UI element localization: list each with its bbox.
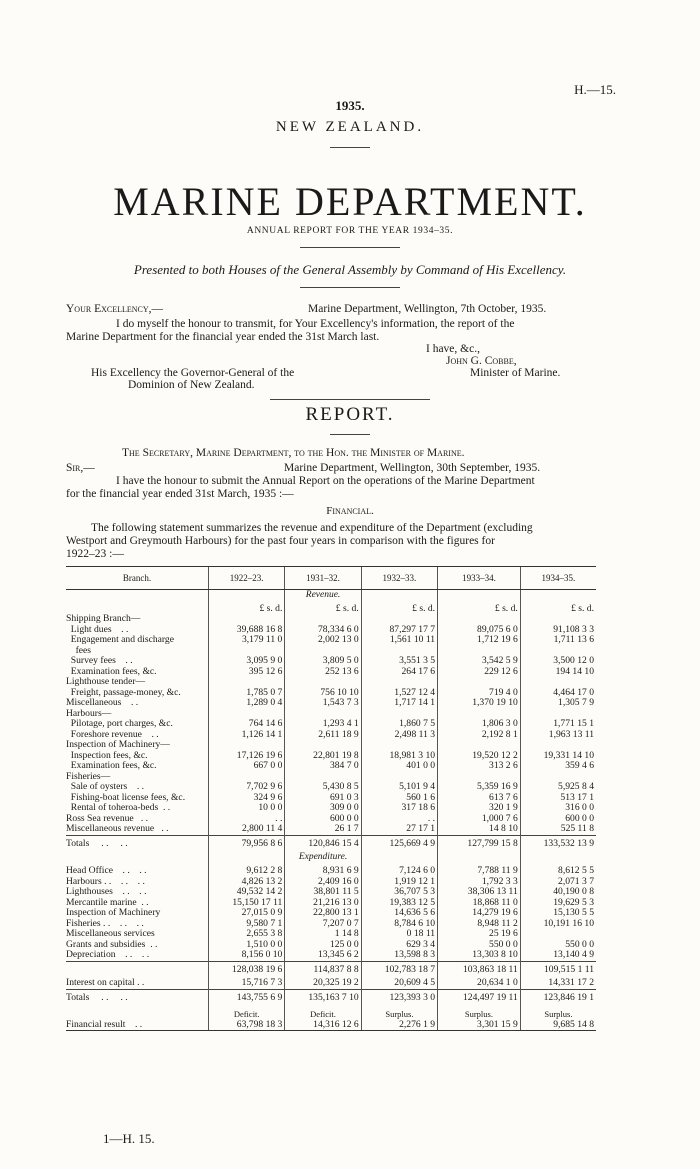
- table-row: [66, 698, 596, 709]
- row-label: Ross Sea revenue . .: [66, 812, 149, 824]
- row-value: 309 0 0: [285, 803, 361, 814]
- page-footer: 1—H. 15.: [103, 1131, 155, 1146]
- row-value: 324 9 6: [209, 793, 285, 804]
- row-value: 128,038 19 6: [209, 961, 285, 978]
- row-value: 127,799 15 8: [438, 835, 521, 852]
- section-rule: [270, 399, 430, 400]
- spacer: [66, 590, 209, 604]
- table-row: [66, 614, 596, 625]
- column-header: Branch.: [66, 567, 209, 590]
- letter-addressee-line2: Dominion of New Zealand.: [128, 379, 255, 391]
- row-value: 120,846 15 4: [285, 835, 361, 852]
- row-value: 9,685 14 8: [520, 1020, 596, 1031]
- row-label: Head Office . . . .: [66, 865, 147, 876]
- row-label: Fisheries . . . . . .: [66, 917, 144, 929]
- row-value: [361, 740, 437, 751]
- title-rule: [300, 247, 400, 248]
- row-value: 513 17 1: [520, 793, 596, 804]
- row-label: Engagement and discharge: [66, 634, 174, 645]
- row-value: 1,712 19 6: [438, 635, 521, 646]
- row-value: 125,669 4 9: [361, 835, 437, 852]
- result-kind: Surplus.: [438, 1006, 521, 1020]
- financial-heading: Financial.: [326, 505, 374, 517]
- column-header: 1933–34.: [438, 567, 521, 590]
- row-value: 395 12 6: [209, 667, 285, 678]
- row-value: 550 0 0: [438, 940, 521, 951]
- document-subtitle: ANNUAL REPORT FOR THE YEAR 1934–35.: [246, 226, 454, 236]
- row-label: Survey fees . .: [66, 655, 133, 666]
- spacer: [438, 590, 521, 604]
- row-label: Harbours . . . . . .: [66, 875, 145, 887]
- row-label: Lighthouses . . . .: [66, 886, 147, 897]
- row-value: 316 0 0: [520, 803, 596, 814]
- row-label: Examination fees, &c.: [66, 665, 157, 677]
- letter-place-date: Marine Department, Wellington, 7th October, 1935.: [308, 303, 547, 315]
- report-heading: REPORT.: [305, 404, 395, 425]
- row-value: 1,963 13 11: [520, 730, 596, 741]
- row-value: 87,297 17 7: [361, 625, 437, 636]
- row-value: 9,580 7 1: [209, 919, 285, 930]
- expenditure-heading: Expenditure.: [285, 852, 361, 866]
- row-value: [520, 740, 596, 751]
- row-value: 14,331 17 2: [520, 978, 596, 989]
- row-value: [361, 677, 437, 688]
- document-reference: H.—15.: [574, 82, 616, 97]
- row-value: 764 14 6: [209, 719, 285, 730]
- row-label: Lighthouse tender—: [66, 676, 146, 687]
- table-row: [66, 824, 596, 835]
- row-value: 2,276 1 9: [361, 1020, 437, 1031]
- row-value: 1,806 3 0: [438, 719, 521, 730]
- table-row: [66, 782, 596, 793]
- table-row: [66, 1020, 596, 1031]
- row-value: [209, 677, 285, 688]
- row-value: 15,130 5 5: [520, 908, 596, 919]
- row-value: 14 8 10: [438, 824, 521, 835]
- row-value: 600 0 0: [520, 814, 596, 825]
- row-label: Sale of oysters . .: [66, 781, 145, 792]
- letter-closing: I have, &c.,: [426, 343, 480, 355]
- row-value: 143,755 6 9: [209, 989, 285, 1006]
- row-value: 40,190 0 8: [520, 887, 596, 898]
- row-value: [438, 677, 521, 688]
- row-label: Pilotage, port charges, &c.: [66, 718, 173, 729]
- result-kind: Surplus.: [520, 1006, 596, 1020]
- row-value: 19,520 12 2: [438, 751, 521, 762]
- row-value: [520, 614, 596, 625]
- row-value: 1,000 7 6: [438, 814, 521, 825]
- row-value: 89,075 6 0: [438, 625, 521, 636]
- row-value: 15,716 7 3: [209, 978, 285, 989]
- report-year: 1935.: [335, 98, 365, 113]
- table-row: [66, 950, 596, 961]
- row-value: 2,800 11 4: [209, 824, 285, 835]
- row-value: 8,612 5 5: [520, 866, 596, 877]
- spacer: [361, 852, 437, 866]
- row-value: 317 18 6: [361, 803, 437, 814]
- row-value: 8,784 6 10: [361, 919, 437, 930]
- row-value: 38,801 11 5: [285, 887, 361, 898]
- row-value: 5,925 8 4: [520, 782, 596, 793]
- row-value: 22,801 19 8: [285, 751, 361, 762]
- row-value: [209, 614, 285, 625]
- financial-table: [66, 566, 596, 1031]
- table-row: [66, 635, 596, 646]
- letter-body-line2: Marine Department for the financial year ended the 31st March last.: [66, 331, 380, 343]
- spacer: [209, 590, 285, 604]
- presentation-line: Presented to both Houses of the General Assembly by Command of His Excellency.: [133, 262, 567, 277]
- row-value: 15,150 17 11: [209, 898, 285, 909]
- units-row: [66, 604, 596, 615]
- table-row: [66, 835, 596, 852]
- spacer: [520, 590, 596, 604]
- row-label: Fishing-boat license fees, &c.: [66, 791, 186, 803]
- row-value: 1,717 14 1: [361, 698, 437, 709]
- table-row: [66, 961, 596, 978]
- row-value: 124,497 19 11: [438, 989, 521, 1006]
- letter-salutation: Your Excellency,—: [66, 303, 164, 315]
- table-row: [66, 887, 596, 898]
- row-value: 2,002 13 0: [285, 635, 361, 646]
- row-value: 14,636 5 6: [361, 908, 437, 919]
- row-label: Miscellaneous revenue . .: [66, 823, 169, 834]
- row-value: 19,383 12 5: [361, 898, 437, 909]
- row-label: Depreciation . . . .: [66, 949, 150, 960]
- row-value: [361, 614, 437, 625]
- row-label: [66, 961, 209, 978]
- report-place-date: Marine Department, Wellington, 30th September, 1935.: [284, 462, 541, 474]
- row-value: 2,409 16 0: [285, 877, 361, 888]
- report-from-to: The Secretary, Marine Department, to the Hon. the Minister of Marine.: [122, 447, 465, 459]
- result-kind: Deficit.: [209, 1006, 285, 1020]
- row-value: 10,191 16 10: [520, 919, 596, 930]
- table-row: [66, 989, 596, 1006]
- row-value: 1,860 7 5: [361, 719, 437, 730]
- unit-label: £ s. d.: [361, 604, 437, 615]
- row-value: [285, 740, 361, 751]
- report-sir: Sir,—: [66, 462, 95, 474]
- row-value: 36,707 5 3: [361, 887, 437, 898]
- row-value: 19,331 14 10: [520, 751, 596, 762]
- row-label: Examination fees, &c.: [66, 760, 157, 771]
- row-label: Miscellaneous services: [66, 928, 155, 939]
- row-label: Inspection of Machinery: [66, 907, 161, 918]
- report-body-line2: for the financial year ended 31st March, 1935 :—: [66, 488, 294, 500]
- spacer: [438, 852, 521, 866]
- row-value: 102,783 18 7: [361, 961, 437, 978]
- row-value: 7,124 6 0: [361, 866, 437, 877]
- letter-addressee-line1: His Excellency the Governor-General of the: [91, 367, 295, 379]
- row-value: 14,279 19 6: [438, 908, 521, 919]
- row-label: Harbours—: [66, 707, 112, 719]
- row-value: 79,956 8 6: [209, 835, 285, 852]
- row-value: 20,609 4 5: [361, 978, 437, 989]
- row-value: 7,207 0 7: [285, 919, 361, 930]
- column-header: 1934–35.: [520, 567, 596, 590]
- intro-line2: Westport and Greymouth Harbours) for the past four years in comparison with the figures for: [66, 535, 495, 547]
- table-row: [66, 803, 596, 814]
- row-value: 8,948 11 2: [438, 919, 521, 930]
- row-value: 264 17 6: [361, 667, 437, 678]
- row-value: 13,140 4 9: [520, 950, 596, 961]
- row-value: 613 7 6: [438, 793, 521, 804]
- row-value: . .: [361, 814, 437, 825]
- row-value: 1,561 10 11: [361, 635, 437, 646]
- unit-label: £ s. d.: [520, 604, 596, 615]
- row-label: Miscellaneous . .: [66, 697, 139, 708]
- result-kind-row: [66, 1006, 596, 1020]
- row-value: 229 12 6: [438, 667, 521, 678]
- row-value: 135,163 7 10: [285, 989, 361, 1006]
- row-value: 14,316 12 6: [285, 1020, 361, 1031]
- row-value: [438, 614, 521, 625]
- intro-line3: 1922–23 :—: [66, 548, 124, 560]
- row-label: Totals . . . .: [66, 835, 209, 852]
- row-value: 1,289 0 4: [209, 698, 285, 709]
- row-value: 320 1 9: [438, 803, 521, 814]
- report-rule: [330, 434, 370, 435]
- row-value: 27 17 1: [361, 824, 437, 835]
- financial-table-body: [66, 567, 596, 1031]
- spacer: [209, 852, 285, 866]
- row-value: 691 0 3: [285, 793, 361, 804]
- intro-line1: The following statement summarizes the revenue and expenditure of the Department (excluding: [91, 522, 533, 534]
- unit-label: £ s. d.: [209, 604, 285, 615]
- table-row: [66, 908, 596, 919]
- row-value: 550 0 0: [520, 940, 596, 951]
- table-row: [66, 656, 596, 667]
- row-value: [520, 677, 596, 688]
- row-label: Fisheries—: [66, 770, 111, 782]
- row-label: Mercantile marine . .: [66, 896, 149, 908]
- row-value: 39,688 16 8: [209, 625, 285, 636]
- result-kind: Deficit.: [285, 1006, 361, 1020]
- row-value: 1,543 7 3: [285, 698, 361, 709]
- revenue-heading-row: [66, 590, 596, 604]
- row-value: 4,826 13 2: [209, 877, 285, 888]
- row-value: 1,293 4 1: [285, 719, 361, 730]
- row-value: 27,015 0 9: [209, 908, 285, 919]
- row-value: 103,863 18 11: [438, 961, 521, 978]
- row-value: [520, 929, 596, 940]
- row-value: [209, 740, 285, 751]
- row-value: 600 0 0: [285, 814, 361, 825]
- row-label: Financial result . .: [66, 1020, 209, 1031]
- report-body-line1: I have the honour to submit the Annual Report on the operations of the Marine Department: [116, 475, 535, 487]
- row-value: 114,837 8 8: [285, 961, 361, 978]
- column-header: 1932–33.: [361, 567, 437, 590]
- row-value: 5,101 9 4: [361, 782, 437, 793]
- row-value: 1,771 15 1: [520, 719, 596, 730]
- row-label: Grants and subsidies . .: [66, 938, 158, 950]
- spacer: [66, 852, 209, 866]
- document-title: MARINE DEPARTMENT.: [113, 179, 587, 224]
- row-value: 1,711 13 6: [520, 635, 596, 646]
- table-row: [66, 761, 596, 772]
- row-label: Inspection of Machinery—: [66, 739, 170, 750]
- spacer: [361, 590, 437, 604]
- row-value: 2,611 18 9: [285, 730, 361, 741]
- row-value: 1,785 0 7: [209, 688, 285, 699]
- short-rule: [330, 147, 370, 148]
- row-label: fees: [66, 644, 92, 656]
- expenditure-heading-row: [66, 852, 596, 866]
- row-value: 13,345 6 2: [285, 950, 361, 961]
- row-value: 756 10 10: [285, 688, 361, 699]
- row-value: 123,393 3 0: [361, 989, 437, 1006]
- country-heading: NEW ZEALAND.: [275, 119, 425, 135]
- row-value: [438, 740, 521, 751]
- row-value: 26 1 7: [285, 824, 361, 835]
- row-label: Freight, passage-money, &c.: [66, 686, 181, 698]
- row-value: 3,809 5 0: [285, 656, 361, 667]
- row-value: 1,510 0 0: [209, 940, 285, 951]
- row-value: 7,788 11 9: [438, 866, 521, 877]
- row-value: 22,800 13 1: [285, 908, 361, 919]
- row-label: Shipping Branch—: [66, 613, 141, 624]
- row-value: 1,919 12 1: [361, 877, 437, 888]
- table-row: [66, 866, 596, 877]
- unit-label: £ s. d.: [438, 604, 521, 615]
- row-value: 3,095 9 0: [209, 656, 285, 667]
- row-value: 2,192 8 1: [438, 730, 521, 741]
- row-value: 25 19 6: [438, 929, 521, 940]
- row-value: 49,532 14 2: [209, 887, 285, 898]
- row-value: 194 14 10: [520, 667, 596, 678]
- row-value: 1,527 12 4: [361, 688, 437, 699]
- row-value: 21,216 13 0: [285, 898, 361, 909]
- table-row: [66, 719, 596, 730]
- row-value: 38,306 13 11: [438, 887, 521, 898]
- row-value: 629 3 4: [361, 940, 437, 951]
- row-label: Interest on capital . .: [66, 977, 145, 988]
- table-header-row: [66, 567, 596, 590]
- row-value: . .: [209, 814, 285, 825]
- row-value: 3,551 3 5: [361, 656, 437, 667]
- presentation-rule: [300, 287, 400, 288]
- letter-signer: John G. Cobbe,: [446, 355, 517, 367]
- row-value: 13,303 8 10: [438, 950, 521, 961]
- row-value: 18,981 3 10: [361, 751, 437, 762]
- row-value: 560 1 6: [361, 793, 437, 804]
- row-value: 133,532 13 9: [520, 835, 596, 852]
- row-label: Foreshore revenue . .: [66, 728, 159, 740]
- row-value: [285, 614, 361, 625]
- row-value: 1,792 3 3: [438, 877, 521, 888]
- table-row: [66, 929, 596, 940]
- row-value: 7,702 9 6: [209, 782, 285, 793]
- row-value: 401 0 0: [361, 761, 437, 772]
- row-value: 10 0 0: [209, 803, 285, 814]
- row-value: 525 11 8: [520, 824, 596, 835]
- row-value: 384 7 0: [285, 761, 361, 772]
- spacer: [66, 1006, 209, 1020]
- row-value: 19,629 5 3: [520, 898, 596, 909]
- unit-label: £ s. d.: [285, 604, 361, 615]
- row-label: Inspection fees, &c.: [66, 749, 148, 761]
- table-row: [66, 667, 596, 678]
- letter-body-line1: I do myself the honour to transmit, for Your Excellency's information, the report of the: [116, 318, 515, 330]
- table-row: [66, 677, 596, 688]
- row-value: 3,301 15 9: [438, 1020, 521, 1031]
- letter-signer-title: Minister of Marine.: [470, 367, 561, 379]
- row-value: 5,430 8 5: [285, 782, 361, 793]
- column-header: 1931–32.: [285, 567, 361, 590]
- row-value: 1,126 14 1: [209, 730, 285, 741]
- row-value: [285, 677, 361, 688]
- row-value: 3,500 12 0: [520, 656, 596, 667]
- row-value: 4,464 17 0: [520, 688, 596, 699]
- row-value: 252 13 6: [285, 667, 361, 678]
- row-value: 78,334 6 0: [285, 625, 361, 636]
- row-value: 8,931 6 9: [285, 866, 361, 877]
- row-value: 17,126 19 6: [209, 751, 285, 762]
- row-label: Light dues . .: [66, 623, 129, 635]
- row-value: 1 14 8: [285, 929, 361, 940]
- row-value: 5,359 16 9: [438, 782, 521, 793]
- row-label: Totals . . . .: [66, 989, 209, 1006]
- row-value: 1,370 19 10: [438, 698, 521, 709]
- row-value: 2,498 11 3: [361, 730, 437, 741]
- spacer: [520, 852, 596, 866]
- row-value: 0 18 11: [361, 929, 437, 940]
- column-header: 1922–23.: [209, 567, 285, 590]
- revenue-heading: Revenue.: [285, 590, 361, 604]
- row-value: 2,655 3 8: [209, 929, 285, 940]
- row-value: 313 2 6: [438, 761, 521, 772]
- row-value: 8,156 0 10: [209, 950, 285, 961]
- row-value: 109,515 1 11: [520, 961, 596, 978]
- row-value: 20,634 1 0: [438, 978, 521, 989]
- table-row: [66, 978, 596, 989]
- row-value: 719 4 0: [438, 688, 521, 699]
- row-value: 1,305 7 9: [520, 698, 596, 709]
- row-value: 123,846 19 1: [520, 989, 596, 1006]
- row-value: 20,325 19 2: [285, 978, 361, 989]
- row-value: 3,542 5 9: [438, 656, 521, 667]
- row-value: 125 0 0: [285, 940, 361, 951]
- result-kind: Surplus.: [361, 1006, 437, 1020]
- row-value: 2,071 3 7: [520, 877, 596, 888]
- row-value: 3,179 11 0: [209, 635, 285, 646]
- row-value: 18,868 11 0: [438, 898, 521, 909]
- row-value: 359 4 6: [520, 761, 596, 772]
- row-value: 9,612 2 8: [209, 866, 285, 877]
- row-value: 91,108 3 3: [520, 625, 596, 636]
- row-value: 63,798 18 3: [209, 1020, 285, 1031]
- table-row: [66, 740, 596, 751]
- row-label: Rental of toheroa-beds . .: [66, 802, 171, 813]
- row-value: 13,598 8 3: [361, 950, 437, 961]
- row-value: 667 0 0: [209, 761, 285, 772]
